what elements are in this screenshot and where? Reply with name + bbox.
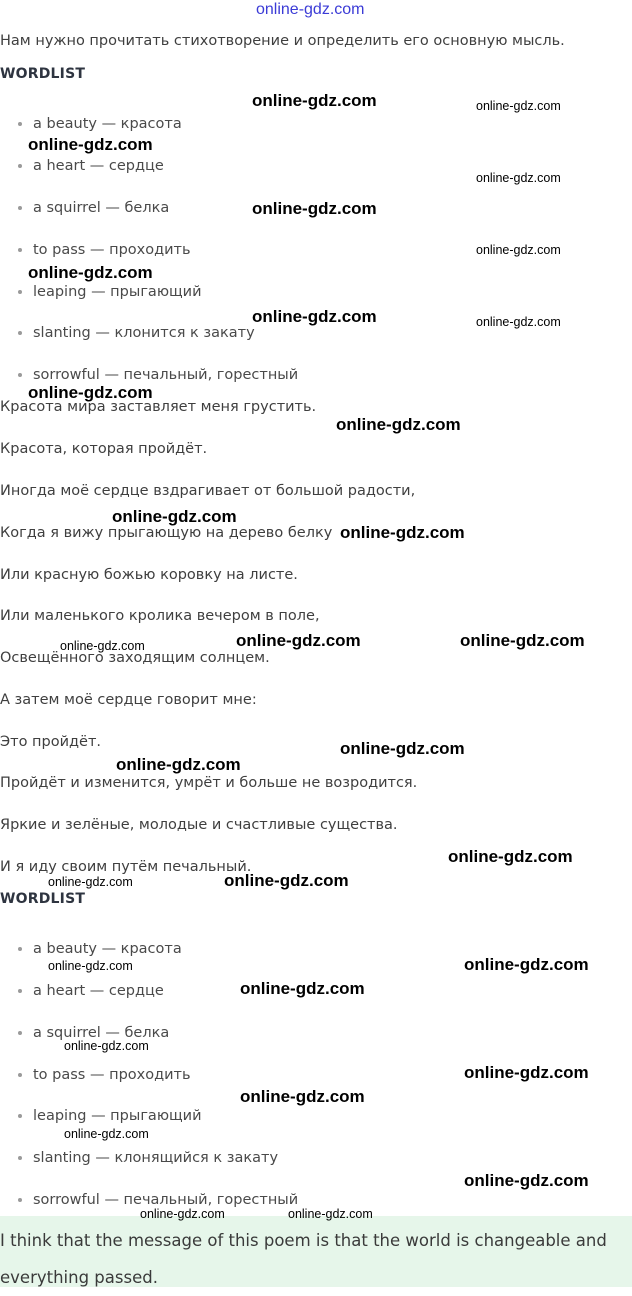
watermark: online-gdz.com bbox=[60, 639, 145, 653]
wordlist-item-text: to pass — проходить bbox=[33, 242, 191, 258]
bullet-icon bbox=[18, 122, 22, 126]
watermark: online-gdz.com bbox=[476, 315, 561, 329]
watermark: online-gdz.com bbox=[464, 1063, 589, 1082]
wordlist-item bbox=[18, 116, 182, 132]
header-watermark: online-gdz.com bbox=[256, 1, 365, 18]
wordlist-item bbox=[18, 983, 164, 999]
bullet-icon bbox=[18, 947, 22, 951]
translation-line: Это пройдёт. bbox=[0, 734, 102, 750]
bullet-icon bbox=[18, 989, 22, 993]
translation-line: Освещённого заходящим солнцем. bbox=[0, 650, 270, 666]
wordlist-heading: WORDLIST bbox=[0, 66, 86, 82]
wordlist-item bbox=[18, 1192, 298, 1208]
watermark: online-gdz.com bbox=[252, 199, 377, 218]
wordlist-item-text: a squirrel — белка bbox=[33, 200, 170, 216]
bullet-icon bbox=[18, 206, 22, 210]
bullet-icon bbox=[18, 373, 22, 377]
wordlist-item bbox=[18, 158, 164, 174]
wordlist-item-text: sorrowful — печальный, горестный bbox=[33, 367, 299, 383]
bullet-icon bbox=[18, 248, 22, 252]
watermark: online-gdz.com bbox=[476, 99, 561, 113]
watermark: online-gdz.com bbox=[464, 955, 589, 974]
wordlist-item bbox=[18, 200, 169, 216]
watermark: online-gdz.com bbox=[336, 415, 461, 434]
watermark: online-gdz.com bbox=[252, 307, 377, 326]
watermark: online-gdz.com bbox=[340, 523, 465, 542]
watermark: online-gdz.com bbox=[340, 739, 465, 758]
wordlist-item-text: a heart — сердце bbox=[33, 983, 164, 999]
bullet-icon bbox=[18, 1031, 22, 1035]
watermark: online-gdz.com bbox=[64, 1127, 149, 1141]
wordlist-item bbox=[18, 284, 202, 300]
wordlist-item-text: a beauty — красота bbox=[33, 941, 182, 957]
wordlist-item-text: leaping — прыгающий bbox=[33, 1108, 202, 1124]
wordlist-item-text: sorrowful — печальный, горестный bbox=[33, 1192, 299, 1208]
bullet-icon bbox=[18, 1073, 22, 1077]
wordlist-item bbox=[18, 367, 298, 383]
wordlist-item-text: slanting — клонящийся к закату bbox=[33, 1150, 279, 1166]
translation-line: Когда я вижу прыгающую на дерево белку bbox=[0, 525, 333, 541]
watermark: online-gdz.com bbox=[112, 507, 237, 526]
bullet-icon bbox=[18, 1156, 22, 1160]
watermark: online-gdz.com bbox=[460, 631, 585, 650]
bullet-icon bbox=[18, 1114, 22, 1118]
wordlist-item bbox=[18, 1108, 202, 1124]
watermark: online-gdz.com bbox=[64, 1039, 149, 1053]
wordlist-item-text: to pass — проходить bbox=[33, 1067, 191, 1083]
watermark: online-gdz.com bbox=[240, 979, 365, 998]
watermark: online-gdz.com bbox=[116, 755, 241, 774]
wordlist-item bbox=[18, 1067, 191, 1083]
translation-line: Красота мира заставляет меня грустить. bbox=[0, 399, 317, 415]
translation-line: Или маленького кролика вечером в поле, bbox=[0, 608, 320, 624]
watermark: online-gdz.com bbox=[252, 91, 377, 110]
wordlist-item-text: a heart — сердце bbox=[33, 158, 164, 174]
wordlist-item bbox=[18, 1150, 278, 1166]
wordlist-heading: WORDLIST bbox=[0, 891, 86, 907]
translation-line: Яркие и зелёные, молодые и счастливые существа. bbox=[0, 817, 398, 833]
watermark: online-gdz.com bbox=[48, 875, 133, 889]
translation-line: И я иду своим путём печальный. bbox=[0, 859, 252, 875]
translation-line: Иногда моё сердце вздрагивает от большой радости, bbox=[0, 483, 416, 499]
intro-text: Нам нужно прочитать стихотворение и определить его основную мысль. bbox=[0, 33, 565, 49]
wordlist-item-text: a squirrel — белка bbox=[33, 1025, 170, 1041]
watermark: online-gdz.com bbox=[476, 243, 561, 257]
answer-text: I think that the message of this poem is that the world is changeable and everything passed. bbox=[0, 1231, 607, 1287]
wordlist-item bbox=[18, 242, 191, 258]
watermark: online-gdz.com bbox=[140, 1207, 225, 1221]
bullet-icon bbox=[18, 331, 22, 335]
watermark: online-gdz.com bbox=[236, 631, 361, 650]
watermark: online-gdz.com bbox=[448, 847, 573, 866]
translation-line: Пройдёт и изменится, умрёт и больше не возродится. bbox=[0, 775, 418, 791]
watermark: online-gdz.com bbox=[240, 1087, 365, 1106]
watermark: online-gdz.com bbox=[224, 871, 349, 890]
watermark: online-gdz.com bbox=[28, 263, 153, 282]
watermark: online-gdz.com bbox=[28, 135, 153, 154]
watermark: online-gdz.com bbox=[288, 1207, 373, 1221]
wordlist-item-text: leaping — прыгающий bbox=[33, 284, 202, 300]
wordlist-item bbox=[18, 941, 182, 957]
watermark: online-gdz.com bbox=[464, 1171, 589, 1190]
translation-line: А затем моё сердце говорит мне: bbox=[0, 692, 257, 708]
watermark: online-gdz.com bbox=[476, 171, 561, 185]
translation-line: Красота, которая пройдёт. bbox=[0, 441, 208, 457]
bullet-icon bbox=[18, 164, 22, 168]
wordlist-item-text: slanting — клонится к закату bbox=[33, 325, 255, 341]
bullet-icon bbox=[18, 1198, 22, 1202]
translation-line: Или красную божью коровку на листе. bbox=[0, 567, 298, 583]
watermark: online-gdz.com bbox=[28, 383, 153, 402]
watermark: online-gdz.com bbox=[48, 959, 133, 973]
bullet-icon bbox=[18, 290, 22, 294]
wordlist-item bbox=[18, 325, 255, 341]
wordlist-item-text: a beauty — красота bbox=[33, 116, 182, 132]
